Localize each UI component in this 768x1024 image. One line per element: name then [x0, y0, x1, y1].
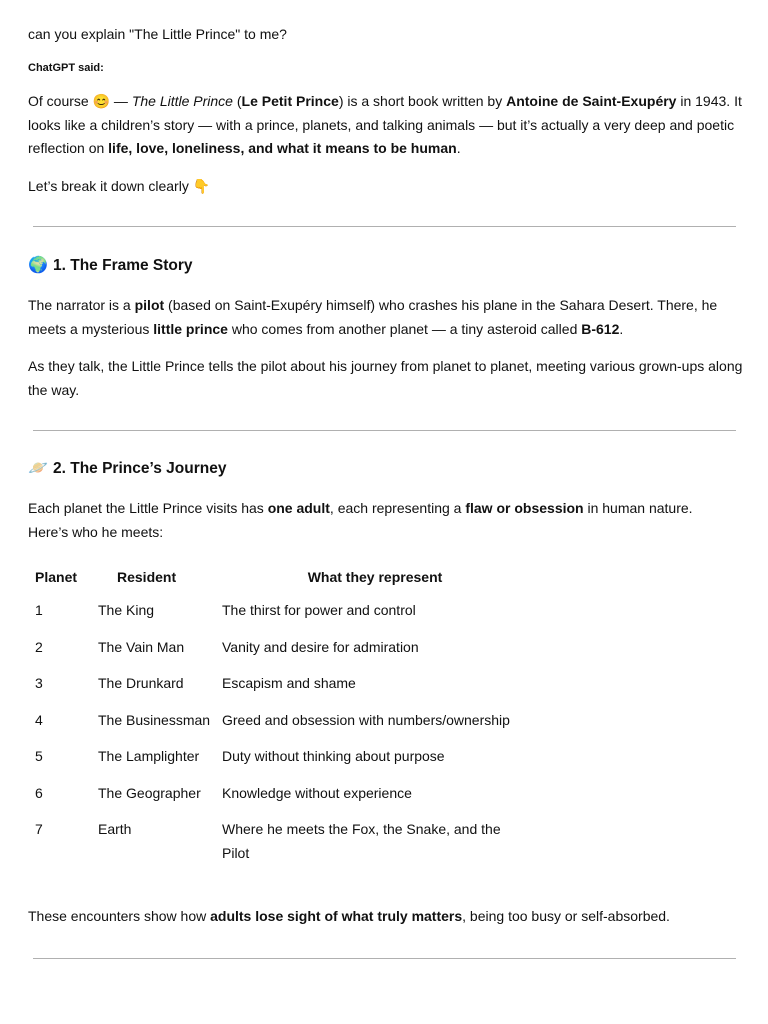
journey-paragraph-1: Each planet the Little Prince visits has one adult, each representing a flaw or obsession in human nature. Here’s who he meets: [28, 500, 693, 540]
frame-story-paragraph-2: As they talk, the Little Prince tells the pilot about his journey from planet to planet, meeting various grown-ups along the way. [28, 358, 743, 398]
globe-emoji-icon: 🌍 [28, 257, 48, 274]
assistant-label: ChatGPT said: [28, 62, 104, 74]
table-header-resident: Resident [117, 569, 177, 585]
divider [33, 226, 736, 227]
divider [33, 430, 736, 431]
themes: life, love, loneliness, and what it means to be human [108, 140, 457, 156]
table-row: 4 The Businessman Greed and obsession with numbers/ownership [35, 711, 510, 728]
planets-table [28, 564, 528, 869]
smile-emoji-icon: 😊 [92, 93, 111, 109]
table-row: 6 The Geographer Knowledge without experience [35, 784, 412, 801]
book-title: The Little Prince [131, 93, 233, 109]
table-row: 5 The Lamplighter Duty without thinking about purpose [35, 748, 445, 764]
pointing-down-emoji-icon: 👇 [192, 178, 211, 194]
divider [33, 958, 736, 959]
journey-paragraph-2: These encounters show how adults lose sight of what truly matters, being too busy or self-absorbed. [28, 908, 670, 924]
table-header-planet: Planet [35, 569, 78, 585]
table-row: 7 Earth Where he meets the Fox, the Snake, and the Pilot [35, 821, 501, 861]
section-heading-journey: 🪐 2. The Prince’s Journey [28, 458, 226, 480]
table-row: 3 The Drunkard Escapism and shame [35, 675, 356, 691]
table-row: 1 The King The thirst for power and control [35, 602, 416, 618]
frame-story-paragraph-1: The narrator is a pilot (based on Saint-Exupéry himself) who crashes his plane in the Sahara Desert. There, he meets a mysterious little prince who comes from another planet — a tiny asteroid called B-612. [28, 297, 718, 337]
ringed-planet-emoji-icon: 🪐 [28, 460, 48, 477]
author-name: Antoine de Saint-Exupéry [506, 93, 677, 109]
user-message: can you explain "The Little Prince" to me? [28, 26, 287, 42]
french-title: Le Petit Prince [241, 93, 339, 109]
intro-paragraph: Of course 😊 — The Little Prince (Le Petit Prince) is a short book written by Antoine de Saint-Exupéry in 1943. It looks like a children’s story — with a prince, planets, and talking animals — but it’s actually a very deep and poetic reflection on life, love, loneliness, and what it means to be human. [28, 93, 742, 156]
table-row: 2 The Vain Man Vanity and desire for admiration [35, 638, 419, 655]
table-header-represent: What they represent [307, 569, 443, 585]
section-heading-frame-story: 🌍 1. The Frame Story [28, 255, 193, 277]
breakdown-line: Let’s break it down clearly 👇 [28, 178, 211, 194]
